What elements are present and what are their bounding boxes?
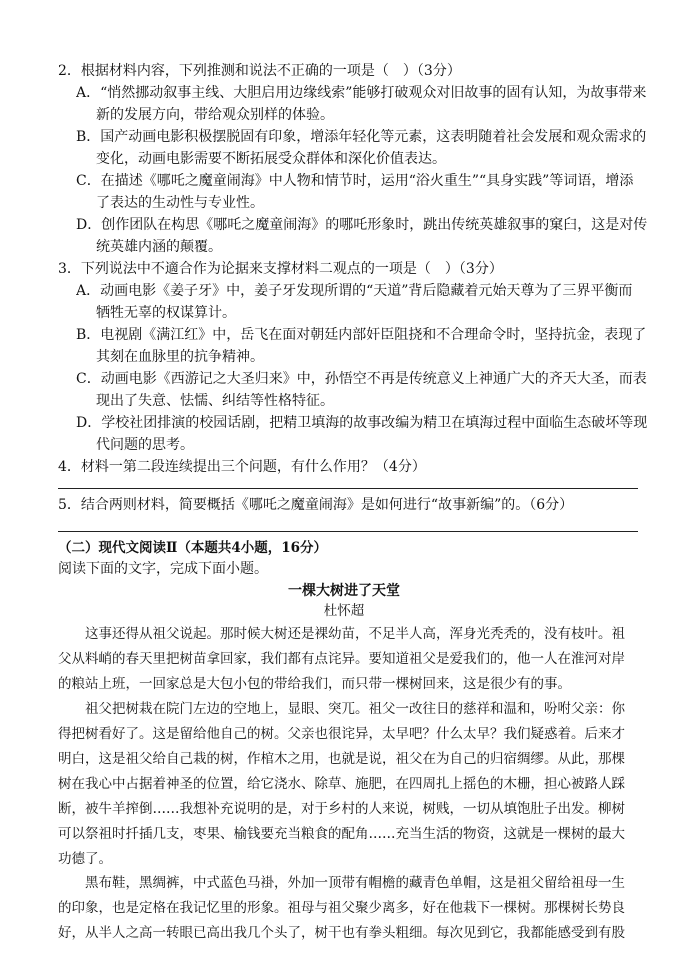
option-text-cont: 变化，动画电影需要不断拓展受众群体和深化价值表达。 <box>96 151 446 167</box>
option-text: B．国产动画电影积极摆脱固有印象，增添年轻化等元素，这表明随着社会发展和观众需求的 <box>76 129 647 145</box>
question-3-option-a[interactable] <box>76 280 648 324</box>
question-5-stem: 5．结合两则材料，简要概括《哪吒之魔童闹海》是如何进行“故事新编”的。（6分） <box>58 497 574 513</box>
option-text: C．动画电影《西游记之大圣归来》中，孙悟空不再是传统意义上神通广大的齐天大圣，而表 <box>76 371 647 387</box>
option-text: A．动画电影《姜子牙》中，姜子牙发现所谓的“天道”背后隐藏着元始天尊为了三界平衡而 <box>76 283 633 299</box>
option-text: C．在描述《哪吒之魔童闹海》中人物和情节时，运用“浴火重生”“具身实践”等词语，增添 <box>76 173 634 189</box>
section-heading: （二）现代文阅读Ⅱ（本题共4小题，16分） <box>58 540 328 556</box>
answer-line[interactable] <box>58 488 638 489</box>
reading-instruction: 阅读下面的文字，完成下面小题。 <box>58 561 268 577</box>
option-text-cont: 新的发展方向，带给观众别样的体验。 <box>96 107 334 123</box>
paragraph-line: 父从料峭的春天里把树苗拿回家，我们都有点诧异。要知道祖父是爱我们的，他一人在淮河对岸 <box>58 651 625 667</box>
option-text: A．“悄然挪动叙事主线、大胆启用边缘线索”能够打破观众对旧故事的固有认知，为故事带来 <box>76 85 647 101</box>
paragraph-line: 树在我心中占据着神圣的位置，给它浇水、除草、施肥，在四周扎上摇色的木栅，担心被路人踩 <box>58 776 625 792</box>
article-paragraph-2 <box>58 697 650 872</box>
option-text: D．学校社团排演的校园话剧，把精卫填海的故事改编为精卫在填海过程中面临生态破坏等现 <box>76 415 648 431</box>
article-title: 一棵大树进了天堂 <box>288 583 400 599</box>
paragraph-line: 黑布鞋，黑绸裤，中式蓝色马褂，外加一顶带有帽檐的藏青色单帽，这是祖父留给祖母一生 <box>58 875 625 891</box>
question-2-option-d[interactable] <box>76 214 648 258</box>
option-text-cont: 现出了失意、怯懦、纠结等性格特征。 <box>96 393 334 409</box>
option-text-cont: 牺牲无辜的权谋算计。 <box>96 305 236 321</box>
question-4-stem: 4．材料一第二段连续提出三个问题，有什么作用？（4分） <box>58 459 426 475</box>
question-2-option-a[interactable] <box>76 82 648 126</box>
answer-line[interactable] <box>58 531 638 532</box>
paragraph-line: 好，从半人之高一转眼已高出我几个头了，树干也有拳头粗细。每次见到它，我都能感受到有股 <box>58 925 625 941</box>
option-text: B．电视剧《满江红》中，岳飞在面对朝廷内部奸臣阻挠和不合理命令时，坚持抗金，表现了 <box>76 327 647 343</box>
paragraph-line: 祖父把树栽在院门左边的空地上，显眼、突兀。祖父一改往日的慈祥和温和，吩咐父亲：你 <box>58 701 625 717</box>
option-text: D．创作团队在构思《哪吒之魔童闹海》的哪吒形象时，跳出传统英雄叙事的窠臼，这是对传 <box>76 217 648 233</box>
question-3-option-b[interactable] <box>76 324 648 368</box>
option-text-cont: 代问题的思考。 <box>96 437 194 453</box>
paragraph-line: 得把树看好了。这是留给他自己的树。父亲也很诧异，太早吧？什么太早？我们疑惑着。后来才 <box>58 726 625 742</box>
article-author: 杜怀超 <box>323 603 365 619</box>
option-text-cont: 其刻在血脉里的抗争精神。 <box>96 349 264 365</box>
question-2-stem: 2．根据材料内容，下列推测和说法不正确的一项是（ ）（3分） <box>58 63 461 79</box>
option-text-cont: 统英雄内涵的颠覆。 <box>96 239 222 255</box>
paragraph-line: 的印象，也是定格在我记忆里的形象。祖母与祖父聚少离多，好在他栽下一棵树。那棵树长势良 <box>58 900 625 916</box>
question-3-option-d[interactable] <box>76 412 648 456</box>
option-text-cont: 了表达的生动性与专业性。 <box>96 195 264 211</box>
question-3-stem: 3．下列说法中不適合作为论据来支撑材料二观点的一项是（ ）（3分） <box>58 261 503 277</box>
paragraph-line: 的粮站上班，一回家总是大包小包的带给我们，而只带一棵树回来，这是很少有的事。 <box>58 676 571 692</box>
question-2-option-b[interactable] <box>76 126 648 170</box>
question-3-option-c[interactable] <box>76 368 648 412</box>
paragraph-line: 功德了。 <box>58 851 112 867</box>
paragraph-line: 明白，这是祖父给自己栽的树，作棺木之用，也就是说，祖父在为自己的归宿绸缪。从此，那棵 <box>58 751 625 767</box>
article-paragraph-3 <box>58 871 650 946</box>
paragraph-line: 这事还得从祖父说起。那时候大树还是裸幼苗，不足半人高，浑身光秃秃的，没有枝叶。祖 <box>58 626 625 642</box>
question-2-option-c[interactable] <box>76 170 648 214</box>
article-paragraph-1 <box>58 622 650 697</box>
paragraph-line: 断，被牛羊搾倒……我想补充说明的是，对于乡村的人来说，树贱，一切从填饱肚子出发。柳树 <box>58 801 625 817</box>
paragraph-line: 可以祭祖时扦插几支，枣果、榆钱要充当粮食的配角……充当生活的物资，这就是一棵树的最大 <box>58 826 625 842</box>
